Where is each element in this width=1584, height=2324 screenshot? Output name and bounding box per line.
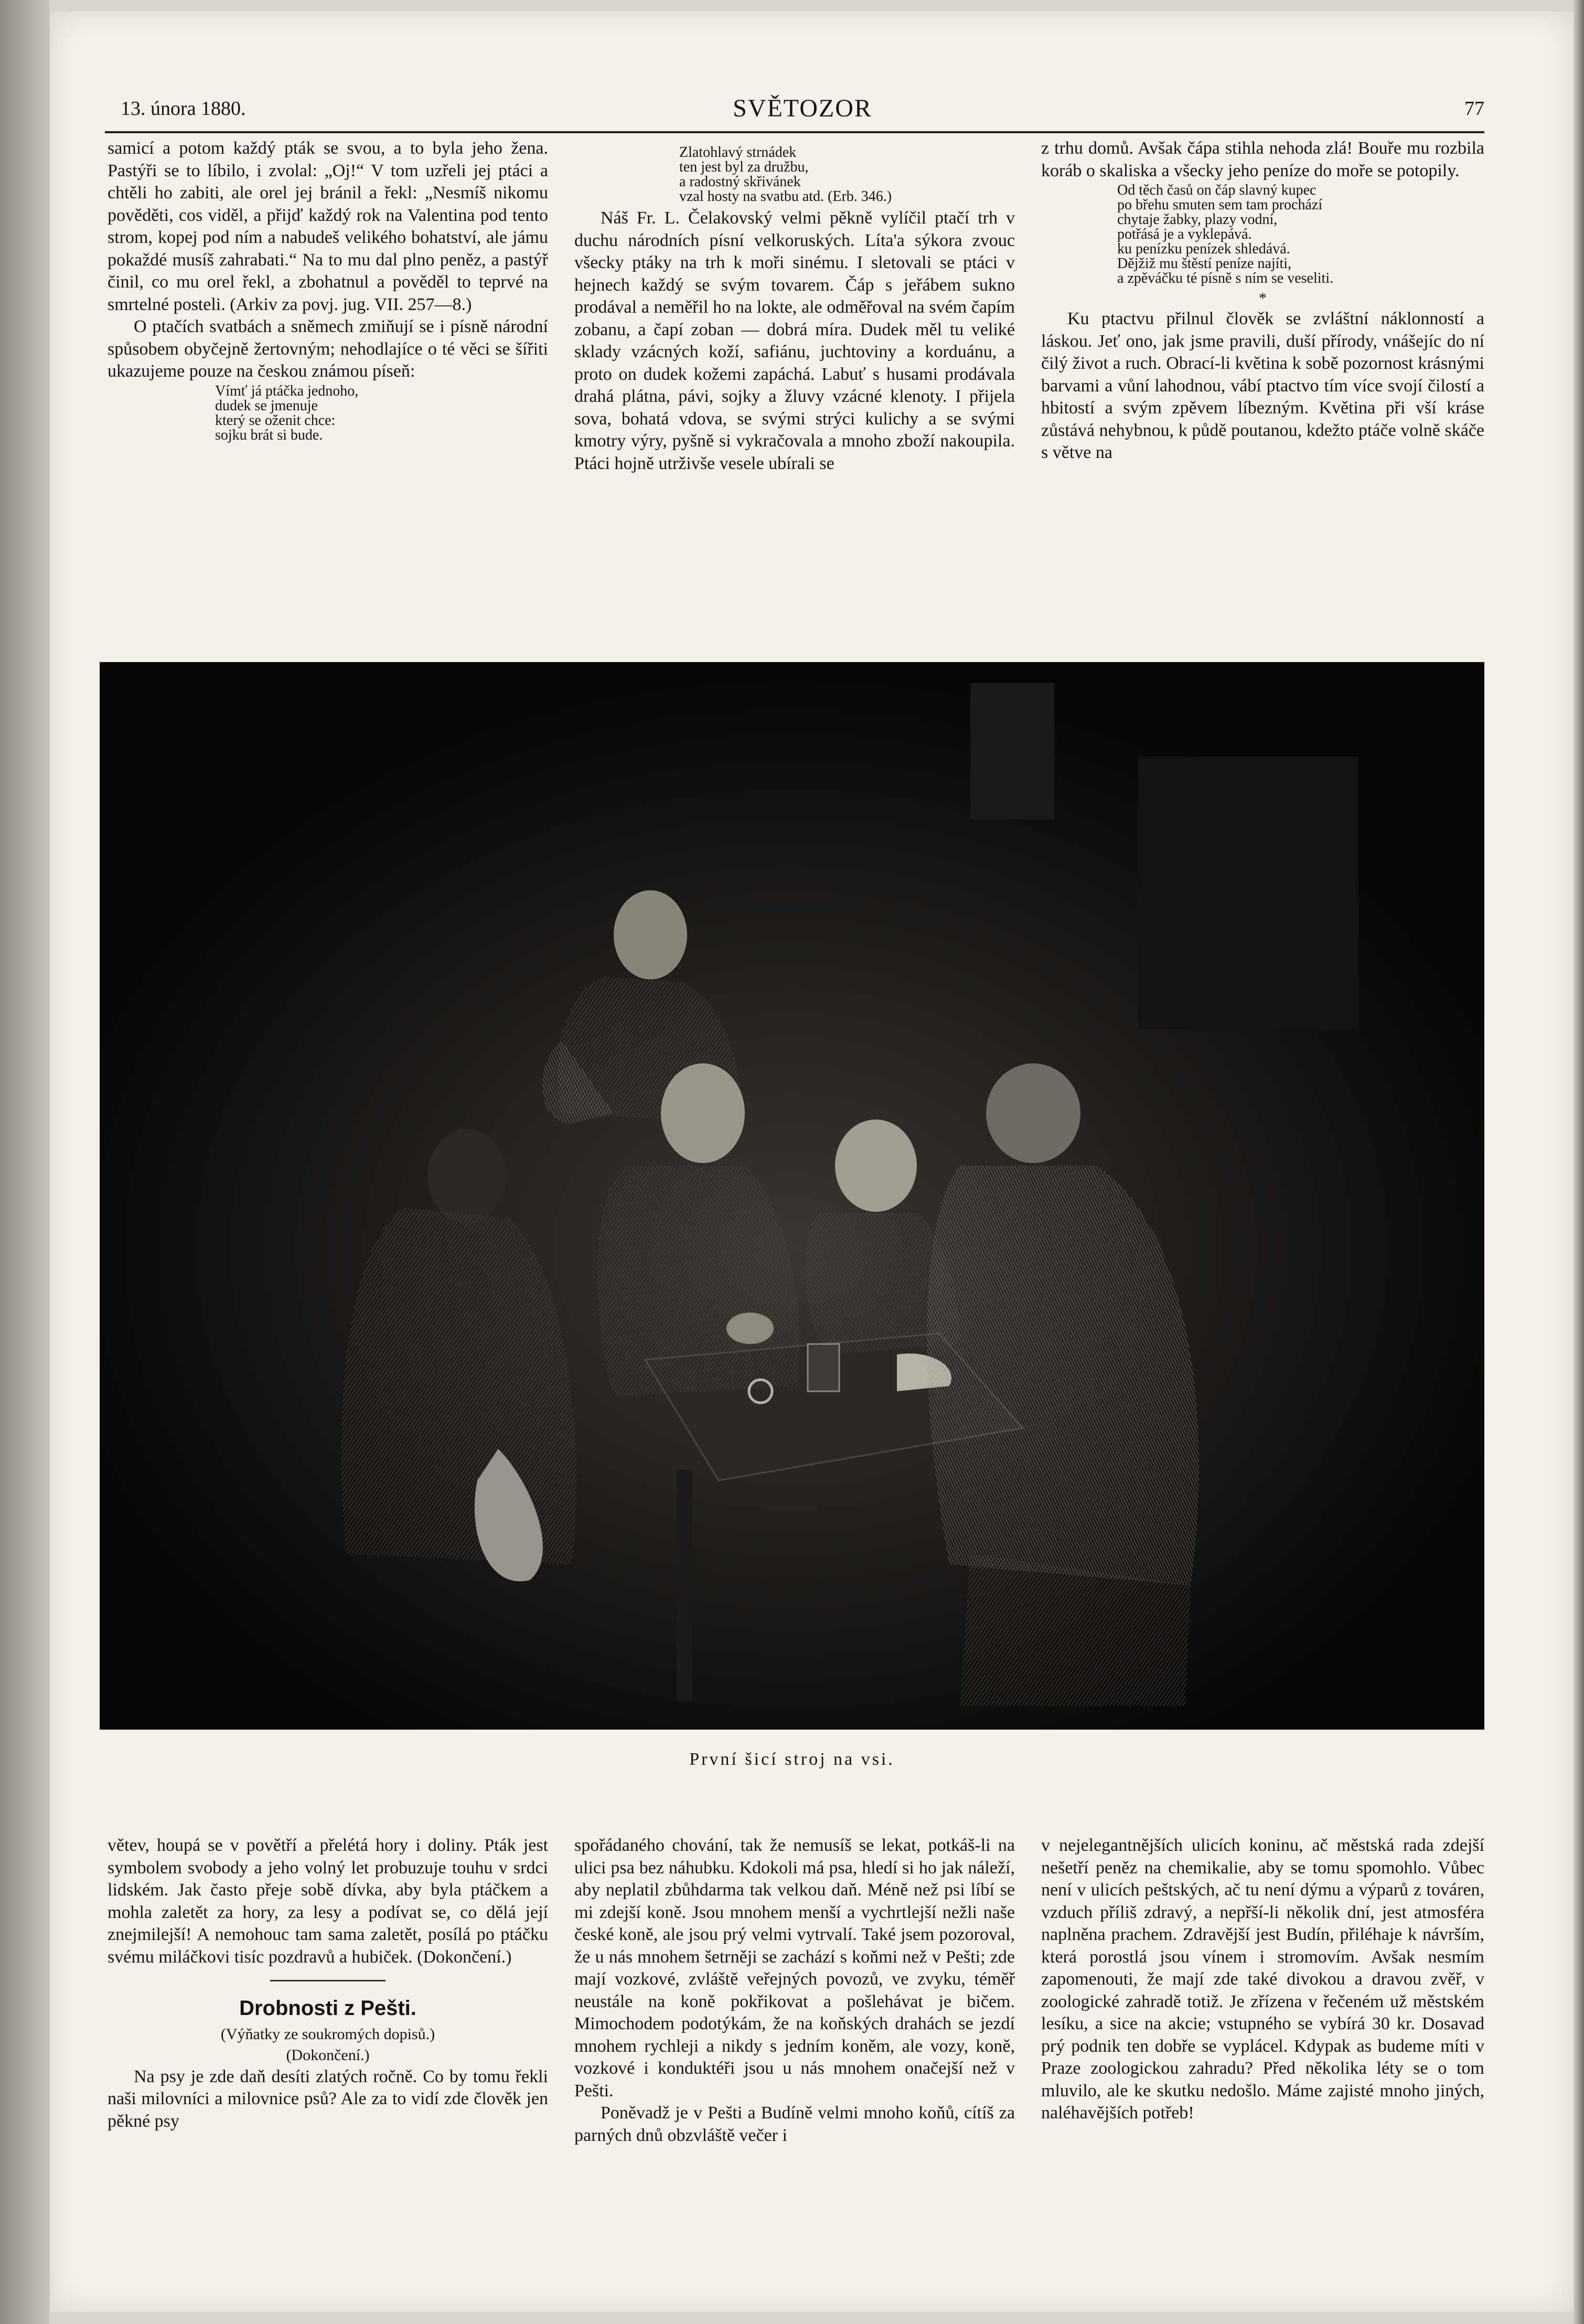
top-column-2: [574, 144, 1015, 475]
verse-line: po břehu smuten sem tam prochází: [1117, 197, 1323, 213]
paragraph: spořádaného chování, tak že nemusíš se lekat, potkáš-li na ulici psa bez náhubku. Kdokoli má psa, hledí si ho jak náleží, aby neplatil zbůhdarma tak velkou daň. Méně než psi líbí se mi zdejší koně. Jsou mnohem menší a vychrtlejší nežli naše české koně, ale jsou prý velmi vytrvalí. Také jsem pozoroval, že u nás mnohem šetrněji se zachází s koňmi než v Pešti; zde mají vozkové, zvláště veřejných povozů, ve zvyku, téměř neustále na koně pokřikovat a pošlehávat je bičem. Mimochodem podotýkám, že na koňských drahách se jezdí mnohem rychleji a nikdy s jedním koněm, ale vozy, koně, vozkové i konduktéři jsou u nás mnohem onačejší než v Pešti.: [574, 1836, 1015, 2101]
page-header: [121, 94, 1484, 129]
verse-line: ku penízku penízek shledává.: [1117, 241, 1290, 257]
verse-line: ten jest byl za družbu,: [679, 159, 809, 175]
verse-line: Od těch časů on čáp slavný kupec: [1117, 182, 1317, 198]
paragraph: Poněvadž je v Pešti a Budíně velmi mnoho koňů, cítíš za parných dnů obzvláště večer i: [574, 2103, 1015, 2145]
bottom-column-3: [1041, 1835, 1484, 2125]
scan-left-edge: [0, 0, 50, 2324]
folk-song-verse: [679, 145, 1015, 204]
paragraph: Na psy je zde daň desíti zlatých ročně. Co by tomu řekli naši milovníci a milovnice psů? Ale za to vidí zde člověk jen pěkné psy: [108, 2066, 548, 2131]
paragraph: Náš Fr. L. Čelakovský velmi pěkně vylíčil ptačí trh v duchu národních písní velkoruských. Líta'a sýkora zvouc všecky ptáky na trh k moři sinému. I sletovali se ptáci v hejnech každý se svým tovarem. Čáp s jeřábem sukno prodával a neměřil ho na lokte, ale odměřoval na svém čapím zobanu, a čapí zoban — dobrá míra. Dudek měl tu veliké sklady vzácných koží, safiánu, juchtoviny a korduánu, a proto on dudek kožemi zapáchá. Labuť s husami prodávala drahá plátna, pávi, sojky a žluvy vzácné klenoty. I přijela sova, bohatá vdova, se svými strýci kulichy a se svými kmotry výry, pyšně si vykračovala a mnoho zboží nakoupila. Ptáci hojně utrživše vesele ubírali se: [574, 208, 1015, 473]
masthead-title: SVĚTOZOR: [733, 94, 872, 122]
folk-song-verse: [215, 384, 548, 443]
verse-line: Dějžiž mu štěstí peníze najíti,: [1117, 255, 1292, 272]
section-divider: [270, 1980, 386, 1981]
paragraph: větev, houpá se v povětří a přelétá hory i doliny. Pták jest symbolem svobody a jeho volný let probuzuje touhu v srdci lidském. Jak často přeje sobě dívka, aby byla ptáčkem a mohla zaletět za hory, za lesy a podívat se, co dělá její znejmilejší! A nemohouc tam sama zaletět, posílá po ptáčku svému miláčkovi tisíc pozdravů a hubiček. (Dokončení.): [108, 1836, 548, 1967]
folk-song-verse: [1117, 183, 1484, 286]
verse-line: potřásá je a vyklepává.: [1117, 226, 1252, 242]
page-number: 77: [1464, 98, 1484, 120]
paragraph: Ku ptactvu přilnul člověk se zvláštní náklonností a láskou. Jeť ono, jak jsme pravili, duší přírody, vnášejíc do ní čilý život a ruch. Obrací-li květina k sobě pozornost krásnými barvami a vůní lahodnou, vábí ptactvo tím více svojí čilostí a hbitostí a svým zpěvem líbezným. Květina při vší kráse zůstává nehybnou, k půdě poutanou, kdežto ptáče volně skáče s větve na: [1041, 309, 1484, 462]
verse-line: dudek se jmenuje: [215, 397, 318, 414]
verse-line: sojku brát si bude.: [215, 427, 323, 443]
verse-line: a zpěváčku té písně s ním se veseliti.: [1117, 270, 1334, 286]
figure-caption: První šicí stroj na vsi.: [689, 1750, 895, 1769]
issue-date: 13. února 1880.: [121, 98, 246, 120]
paragraph: O ptačích svatbách a sněmech zmiňují se i písně národní spůsobem obyčejně žertovným; nehodlajíce o té věci se šířiti ukazujeme pouze na českou známou píseň:: [108, 317, 548, 381]
verse-line: chytaje žabky, plazy vodní,: [1117, 211, 1278, 228]
paragraph: z trhu domů. Avšak čápa stihla nehoda zlá! Bouře mu rozbila koráb o skaliska a všecky jeho peníze do moře se potopily.: [1041, 138, 1484, 180]
bottom-column-1: [108, 1835, 548, 2133]
top-column-3: [1041, 137, 1484, 464]
paragraph: v nejelegantnějších ulicích koninu, ač městská rada zdejší nešetří peněz na chemikalie, aby se tomu spomohlo. Vůbec není v ulicích peštských, ač tu není dýmu a výparů z továren, vzduch příliš zdravý, a nepřší-li několik dní, jest atmosféra naplněna prachem. Zdravější jest Budín, přiléhaje k návrším, která porostlá jsou vínem i stromovím. Avšak nesmím zapomenouti, že mají zde také divokou a dravou zvěř, v zoologické zahradě totiž. Je zřízena v řečeném už městském lesíku, a sice na akcie; vstupného se vybírá 30 kr. Dosavad prý podnik ten dobře se vyplácel. Kdypak as budeme míti v Praze zoologickou zahradu? Před několika léty se o tom mluvilo, ale ke skutku nedošlo. Máme zajisté mnoho jiných, naléhavějších potřeb!: [1041, 1836, 1484, 2123]
top-column-1: [108, 137, 548, 446]
scan-right-edge: [1574, 0, 1584, 2324]
verse-line: Vímť já ptáčka jednoho,: [215, 382, 359, 399]
verse-line: který se oženit chce:: [215, 412, 336, 429]
article-heading: Drobnosti z Pešti.: [239, 1997, 416, 2020]
section-star: *: [1259, 290, 1267, 307]
verse-line: Zlatohlavý strnádek: [679, 144, 797, 161]
engraving-illustration: [100, 662, 1484, 1730]
article-subtitle: (Výňatky ze soukromých dopisů.): [220, 2025, 435, 2043]
bottom-column-2: [574, 1835, 1015, 2147]
verse-line: vzal hosty na svatbu atd. (Erb. 346.): [679, 188, 892, 205]
engraving-scene: [100, 662, 1484, 1730]
continuation-note: (Dokončení.): [286, 2046, 370, 2064]
paragraph: samicí a potom každý pták se svou, a to byla jeho žena. Pastýři se to líbilo, i zvolal: „Oj!“ V tom uzřeli jej ptáci a chtěli ho zabiti, ale orel jej bránil a řekl: „Nesmíš nikomu pověděti, cos viděl, a přijď každý rok na Valentina pod tento strom, kopej pod ním a nabudeš velikého bohatství, ale jámu pokaždé musíš zahrabati.“ Na to mu dal plno peněz, a pastýř činil, co mu orel řekl, a zbohatnul a pověděl to teprvé na smrtelné posteli. (Arkiv za povj. jug. VII. 257—8.): [108, 138, 548, 314]
verse-line: a radostný skřivánek: [679, 174, 801, 190]
header-rule: [105, 131, 1484, 133]
